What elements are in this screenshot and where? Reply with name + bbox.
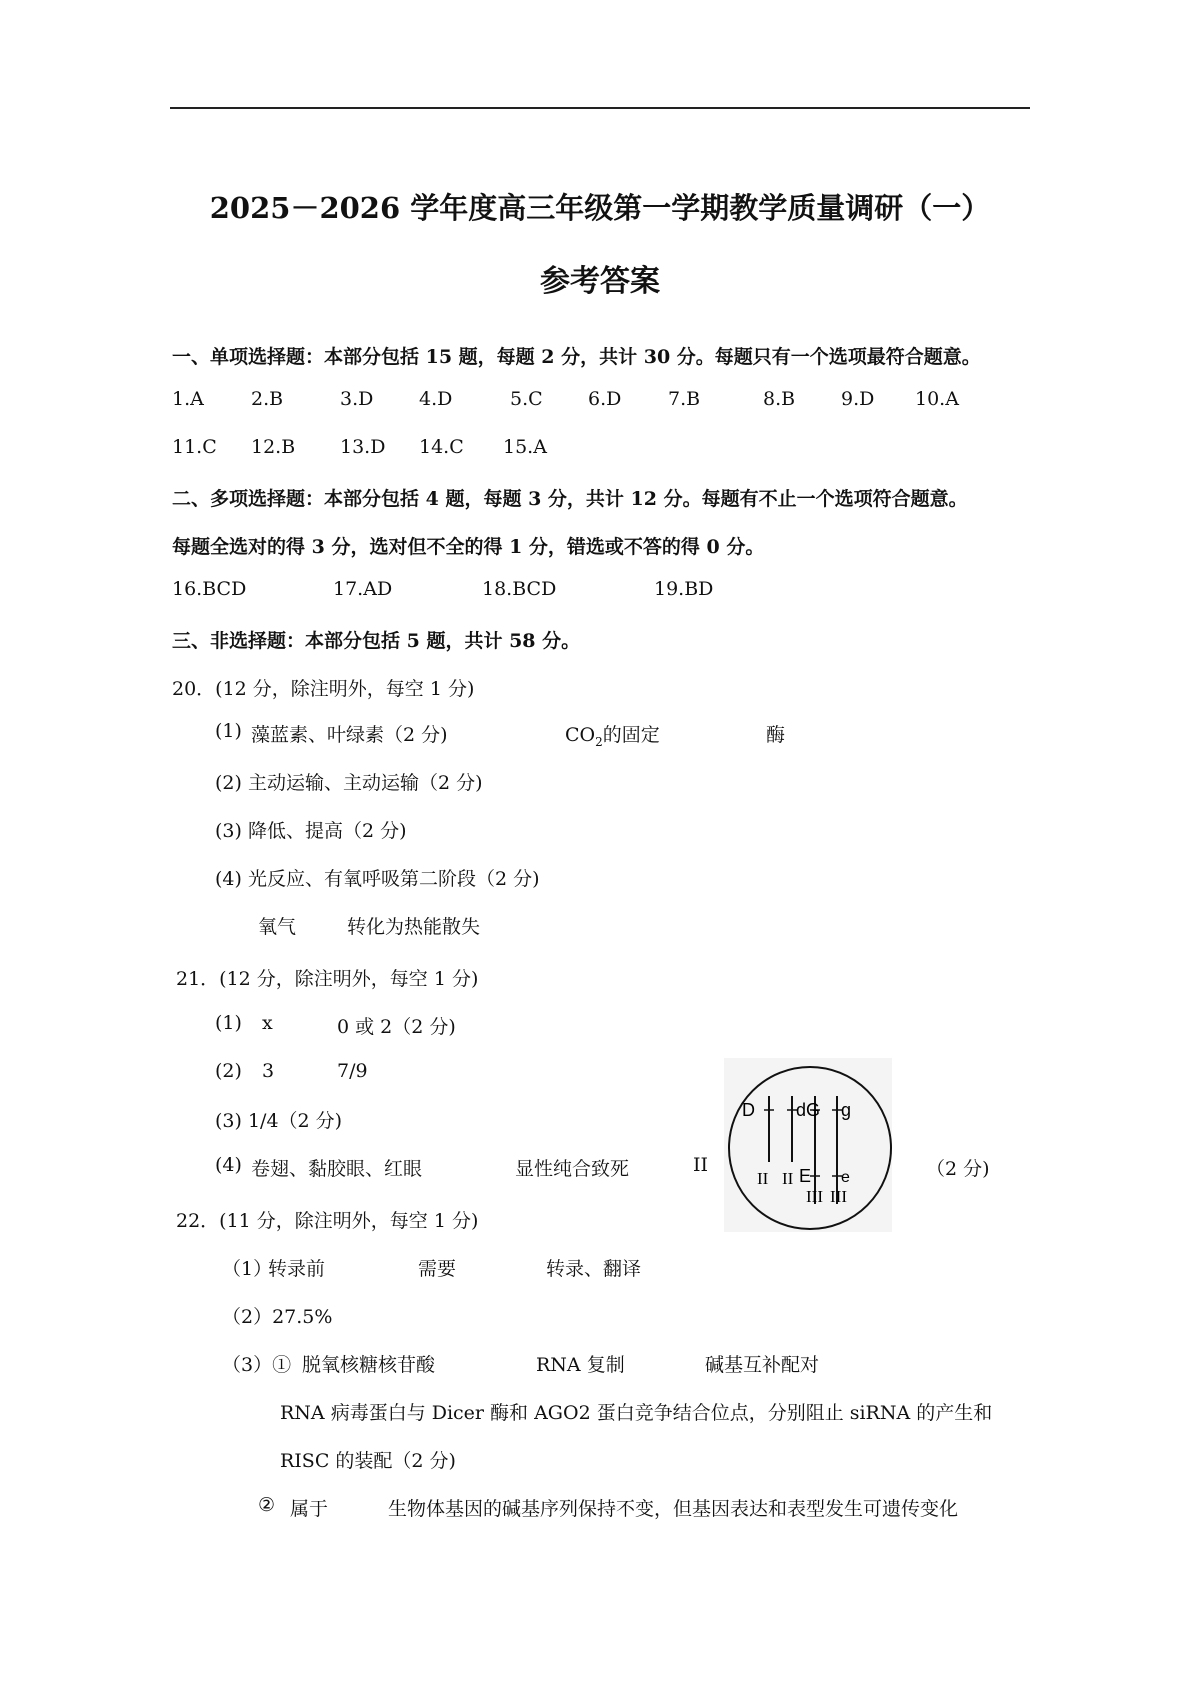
answer-2: 2.B	[251, 388, 284, 410]
q21-part2-answer-b: 7/9	[337, 1060, 368, 1082]
q21-part2-number: (2)	[215, 1060, 242, 1082]
answer-17: 17.AD	[333, 578, 393, 600]
q22-heading: 22．(11 分，除注明外，每空 1 分)	[176, 1210, 479, 1232]
q22-part3-answer-b: RNA 复制	[536, 1354, 625, 1376]
q21-part2-answer-a: 3	[262, 1060, 275, 1082]
q20-part1-number: (1)	[215, 720, 242, 742]
answer-15: 15.A	[503, 436, 547, 458]
answer-7: 7.B	[668, 388, 701, 410]
answer-9: 9.D	[841, 388, 875, 410]
q20-part1-answer-b	[565, 720, 660, 749]
q22-part1-answer-a: 转录前	[268, 1258, 326, 1280]
chromosome-label-III-b: III	[830, 1187, 847, 1206]
q21-part1-answer-a: x	[262, 1012, 273, 1034]
q21-part4-answer-b: 显性纯合致死	[515, 1158, 630, 1180]
co2-subscript: 2	[595, 734, 603, 749]
q22-part3-answer-a: 脱氧核糖核苷酸	[302, 1354, 436, 1376]
q22-part1-number: （1）	[222, 1258, 273, 1280]
section3-heading: 三、非选择题：本部分包括 5 题，共计 58 分。	[172, 630, 581, 652]
q20-heading: 20．(12 分，除注明外，每空 1 分)	[172, 678, 475, 700]
gene-label-dG: dG	[796, 1100, 821, 1120]
q20-part4-answer-b: 转化为热能散失	[347, 916, 481, 938]
answer-13: 13.D	[340, 436, 386, 458]
q21-part4-number: (4)	[215, 1154, 242, 1176]
q21-part4-score: （2 分)	[926, 1158, 990, 1180]
q22-part1-answer-c: 转录、翻译	[546, 1258, 642, 1280]
q20-part3: (3) 降低、提高（2 分)	[215, 820, 407, 842]
q21-part1-number: (1)	[215, 1012, 242, 1034]
chromosome-label-III-a: III	[806, 1187, 823, 1206]
gene-label-e: e	[841, 1169, 850, 1186]
q21-part3: (3) 1/4（2 分)	[215, 1110, 343, 1132]
q22-part3-sub2-answer-b: 生物体基因的碱基序列保持不变，但基因表达和表型发生可遗传变化	[388, 1498, 959, 1520]
cell-diagram-svg	[724, 1058, 892, 1232]
answer-11: 11.C	[172, 436, 217, 458]
answer-14: 14.C	[419, 436, 464, 458]
q20-part2: (2) 主动运输、主动运输（2 分)	[215, 772, 483, 794]
gene-label-E: E	[799, 1166, 812, 1186]
chromosome-label-II-b: II	[782, 1169, 794, 1188]
answer-12: 12.B	[251, 436, 296, 458]
chromosome-diagram	[724, 1058, 892, 1232]
q22-part3-answer-d-line1: RNA 病毒蛋白与 Dicer 酶和 AGO2 蛋白竞争结合位点，分别阻止 siRNA 的产生和	[280, 1402, 993, 1424]
section2-heading-line2: 每题全选对的得 3 分，选对但不全的得 1 分，错选或不答的得 0 分。	[172, 536, 765, 558]
co2-main: CO	[565, 724, 596, 746]
section1-heading: 一、单项选择题：本部分包括 15 题，每题 2 分，共计 30 分。每题只有一个选项最符合题意。	[172, 346, 981, 368]
answer-1: 1.A	[172, 388, 204, 410]
q21-part1-answer-b: 0 或 2（2 分)	[337, 1016, 456, 1038]
answer-5: 5.C	[510, 388, 543, 410]
q20-part4: (4) 光反应、有氧呼吸第二阶段（2 分)	[215, 868, 540, 890]
q22-part2: （2）27.5%	[222, 1306, 333, 1328]
answer-10: 10.A	[915, 388, 959, 410]
q21-heading: 21．(12 分，除注明外，每空 1 分)	[176, 968, 479, 990]
q22-part3-number: （3）①	[222, 1354, 292, 1376]
answer-19: 19.BD	[654, 578, 714, 600]
q22-part3-answer-d-line2: RISC 的装配（2 分)	[280, 1450, 456, 1472]
q22-part3-answer-c: 碱基互补配对	[705, 1354, 820, 1376]
gene-label-g: g	[841, 1100, 852, 1120]
answer-4: 4.D	[419, 388, 453, 410]
page-subtitle: 参考答案	[540, 264, 660, 299]
answer-6: 6.D	[588, 388, 622, 410]
q20-part1-answer-a: 藻蓝素、叶绿素（2 分)	[251, 724, 448, 746]
answer-8: 8.B	[763, 388, 796, 410]
q20-part1-answer-c: 酶	[766, 724, 786, 746]
page-title: 2025－2026 学年度高三年级第一学期教学质量调研（一）	[209, 191, 991, 225]
header-rule	[170, 107, 1030, 109]
chromosome-label-II-a: II	[757, 1169, 769, 1188]
q22-part3-sub2-number: ②	[258, 1494, 276, 1516]
gene-label-D: D	[742, 1100, 755, 1120]
section2-heading-line1: 二、多项选择题：本部分包括 4 题，每题 3 分，共计 12 分。每题有不止一个选项符合题意。	[172, 488, 968, 510]
q22-part1-answer-b: 需要	[418, 1258, 457, 1280]
q21-part4-answer-c: II	[693, 1154, 709, 1176]
answer-16: 16.BCD	[172, 578, 247, 600]
co2-tail: 的固定	[602, 724, 660, 746]
q21-part4-answer-a: 卷翅、黏胶眼、红眼	[251, 1158, 423, 1180]
answer-3: 3.D	[340, 388, 374, 410]
q20-part4-answer-a: 氧气	[258, 916, 297, 938]
answer-18: 18.BCD	[482, 578, 557, 600]
q22-part3-sub2-answer-a: 属于	[290, 1498, 329, 1520]
